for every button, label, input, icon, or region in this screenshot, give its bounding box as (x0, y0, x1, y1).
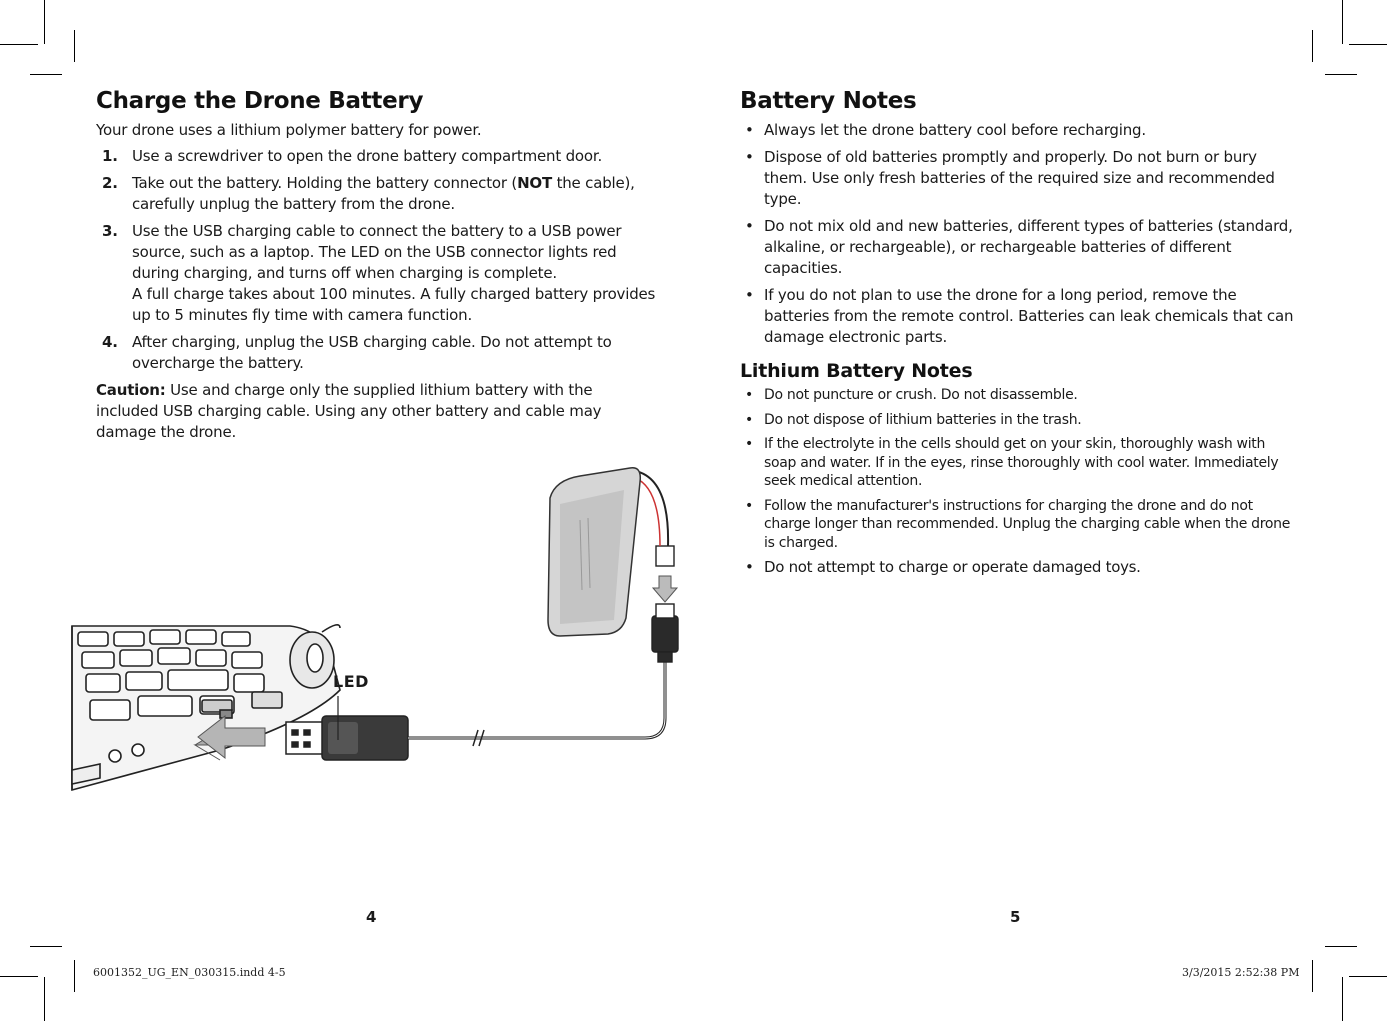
step-text: Use the USB charging cable to connect the battery to a USB power source, such as a laptop. The LED on the USB connector lights red during charging, and turns off when charging is complete. (132, 222, 622, 282)
list-item: • Dispose of old batteries promptly and properly. Do not burn or bury them. Use only fresh batteries of the required size and recommended type. (740, 147, 1300, 210)
crop-mark (0, 976, 38, 977)
caution-label: Caution: (96, 381, 166, 399)
usb-connector (286, 716, 408, 760)
lithium-notes-list (740, 386, 1300, 577)
step-text: After charging, unplug the USB charging cable. Do not attempt to overcharge the battery. (132, 333, 612, 372)
step-number: 2. (102, 174, 118, 192)
intro-text: Your drone uses a lithium polymer battery for power. (96, 121, 482, 139)
down-arrow-icon (653, 576, 677, 602)
charge-steps (96, 146, 656, 374)
crop-mark (0, 44, 38, 45)
crop-mark (74, 30, 75, 62)
battery-notes-title: Battery Notes (740, 88, 917, 114)
step-text: Take out the battery. Holding the battery connector ( (132, 174, 518, 192)
list-item: • If the electrolyte in the cells should get on your skin, thoroughly wash with soap and water. If in the eyes, rinse thoroughly with cool water. Immediately seek medical attention. (740, 435, 1300, 491)
list-item: • Do not mix old and new batteries, different types of batteries (standard, alkaline, or rechargeable), or rechargeable batteries of different capacities. (740, 216, 1300, 279)
list-item: • Follow the manufacturer's instructions for charging the drone and do not charge longer than recommended. Unplug the charging cable when the drone is charged. (740, 497, 1300, 553)
lithium-notes-title: Lithium Battery Notes (740, 360, 973, 382)
slug-timestamp: 3/3/2015 2:52:38 PM (1182, 966, 1300, 979)
laptop-illustration (72, 625, 340, 790)
battery-notes-list (740, 120, 1300, 348)
crop-mark (1349, 44, 1387, 45)
crop-mark (74, 960, 75, 992)
caution-text: Use and charge only the supplied lithium battery with the included USB charging cable. Using any other battery and cable may damage the drone. (96, 381, 602, 441)
crop-mark (44, 977, 45, 1021)
crop-mark (1325, 74, 1357, 75)
step-item (96, 173, 656, 215)
crop-mark (30, 74, 62, 75)
crop-mark (1342, 0, 1343, 44)
step-item (96, 221, 656, 326)
list-item: • Do not puncture or crush. Do not disassemble. (740, 386, 1300, 405)
list-item: • If you do not plan to use the drone for a long period, remove the batteries from the remote control. Batteries can leak chemicals that can damage electronic parts. (740, 285, 1300, 348)
usb-cable (408, 650, 665, 738)
led-label: LED (333, 672, 369, 691)
charging-plug (652, 604, 678, 662)
step-text: the cable), carefully unplug the battery from the drone. (132, 174, 635, 213)
left-page-content (96, 88, 656, 443)
page-title: Charge the Drone Battery (96, 88, 424, 114)
step-emphasis: NOT (517, 174, 552, 192)
charging-illustration (60, 460, 700, 800)
crop-mark (1349, 976, 1387, 977)
crop-mark (1312, 960, 1313, 992)
step-item (96, 146, 656, 167)
list-item: • Do not dispose of lithium batteries in the trash. (740, 411, 1300, 430)
crop-mark (30, 946, 62, 947)
crop-mark (1342, 977, 1343, 1021)
caution-note (96, 380, 656, 443)
battery-pack (548, 468, 640, 636)
step-item (96, 332, 656, 374)
step-text: Use a screwdriver to open the drone battery compartment door. (132, 147, 603, 165)
step-number: 1. (102, 147, 118, 165)
battery-connector (656, 546, 674, 566)
usb-cable (408, 650, 665, 738)
page-number-left: 4 (366, 908, 377, 926)
right-page-content (740, 88, 1300, 583)
step-number: 4. (102, 333, 118, 351)
crop-mark (44, 0, 45, 44)
list-item: • Do not attempt to charge or operate damaged toys. (740, 558, 1300, 577)
slug-filename: 6001352_UG_EN_030315.indd 4-5 (93, 966, 286, 979)
step-number: 3. (102, 222, 118, 240)
step-text: A full charge takes about 100 minutes. A fully charged battery provides up to 5 minutes fly time with camera function. (132, 285, 656, 324)
crop-mark (1312, 30, 1313, 62)
list-item: • Always let the drone battery cool before recharging. (740, 120, 1300, 141)
page-number-right: 5 (1010, 908, 1021, 926)
crop-mark (1325, 946, 1357, 947)
